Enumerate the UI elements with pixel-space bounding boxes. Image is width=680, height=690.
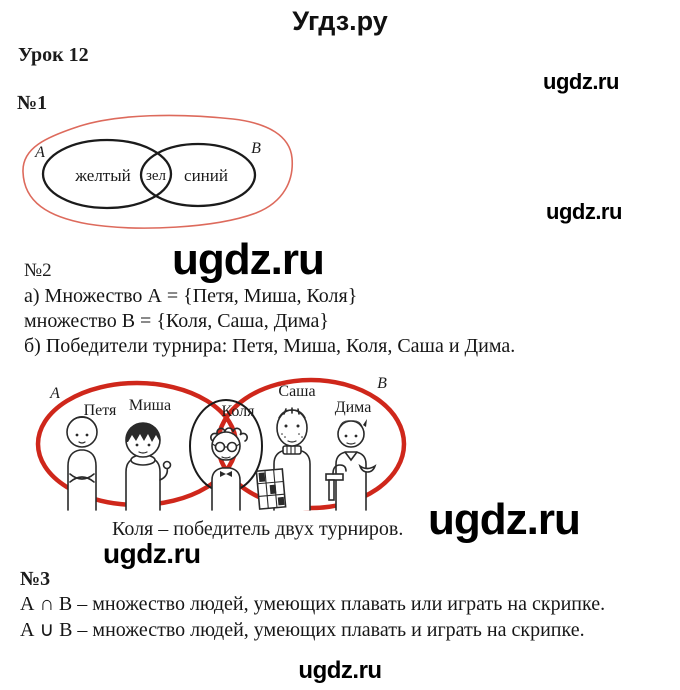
lesson-title: Урок 12 [18,44,89,66]
watermark-big-right: ugdz.ru [428,495,580,544]
set-a-label: A [35,144,45,161]
child-label-misha: Миша [128,397,172,414]
watermark-bottom-center: ugdz.ru [298,657,382,684]
watermark-small-left: ugdz.ru [103,538,201,569]
venn-right-region-label: синий [184,166,228,185]
task3-intersection-line: А ∩ В – множество людей, умеющих плавать или играть на скрипке. [20,593,606,615]
diagram-set-a-label: А [50,385,60,402]
child-figure-misha [126,423,171,510]
child-figure-petya [67,416,97,510]
task2-caption: Коля – победитель двух турниров. [112,518,404,540]
venn-left-region-label: желтый [75,166,131,185]
child-figure-kolya [211,428,247,510]
watermark-mid-right: ugdz.ru [546,199,622,224]
venn-intersection-label: зел [145,168,167,184]
child-label-kolya: Коля [221,403,255,420]
task3-union-line: А ∪ В – множество людей, умеющих плавать и играть на скрипке. [20,619,585,641]
checkered-board [256,469,285,509]
watermark-big-center: ugdz.ru [172,235,324,284]
task3-label: №3 [20,568,51,590]
watermark-top-right: ugdz.ru [543,69,619,94]
task2-line-b: множество В = {Коля, Саша, Дима} [24,310,330,332]
task1-label: №1 [17,92,48,114]
set-b-label: B [251,140,261,157]
child-label-sasha: Саша [278,383,316,400]
venn-diagram-colors [18,110,303,238]
task2-line-v: б) Победители турнира: Петя, Миша, Коля, Саша и Дима. [24,335,516,357]
child-figure-sasha [256,408,310,510]
child-label-dima: Дима [334,399,372,416]
task2-label: №2 [24,260,52,281]
page-title: Угдз.ру [292,6,388,36]
tournament-winners-picture [30,368,410,516]
child-label-petya: Петя [83,402,117,419]
diagram-set-b-label: В [377,375,387,392]
task2-line-a: а) Множество А = {Петя, Миша, Коля} [24,285,358,307]
